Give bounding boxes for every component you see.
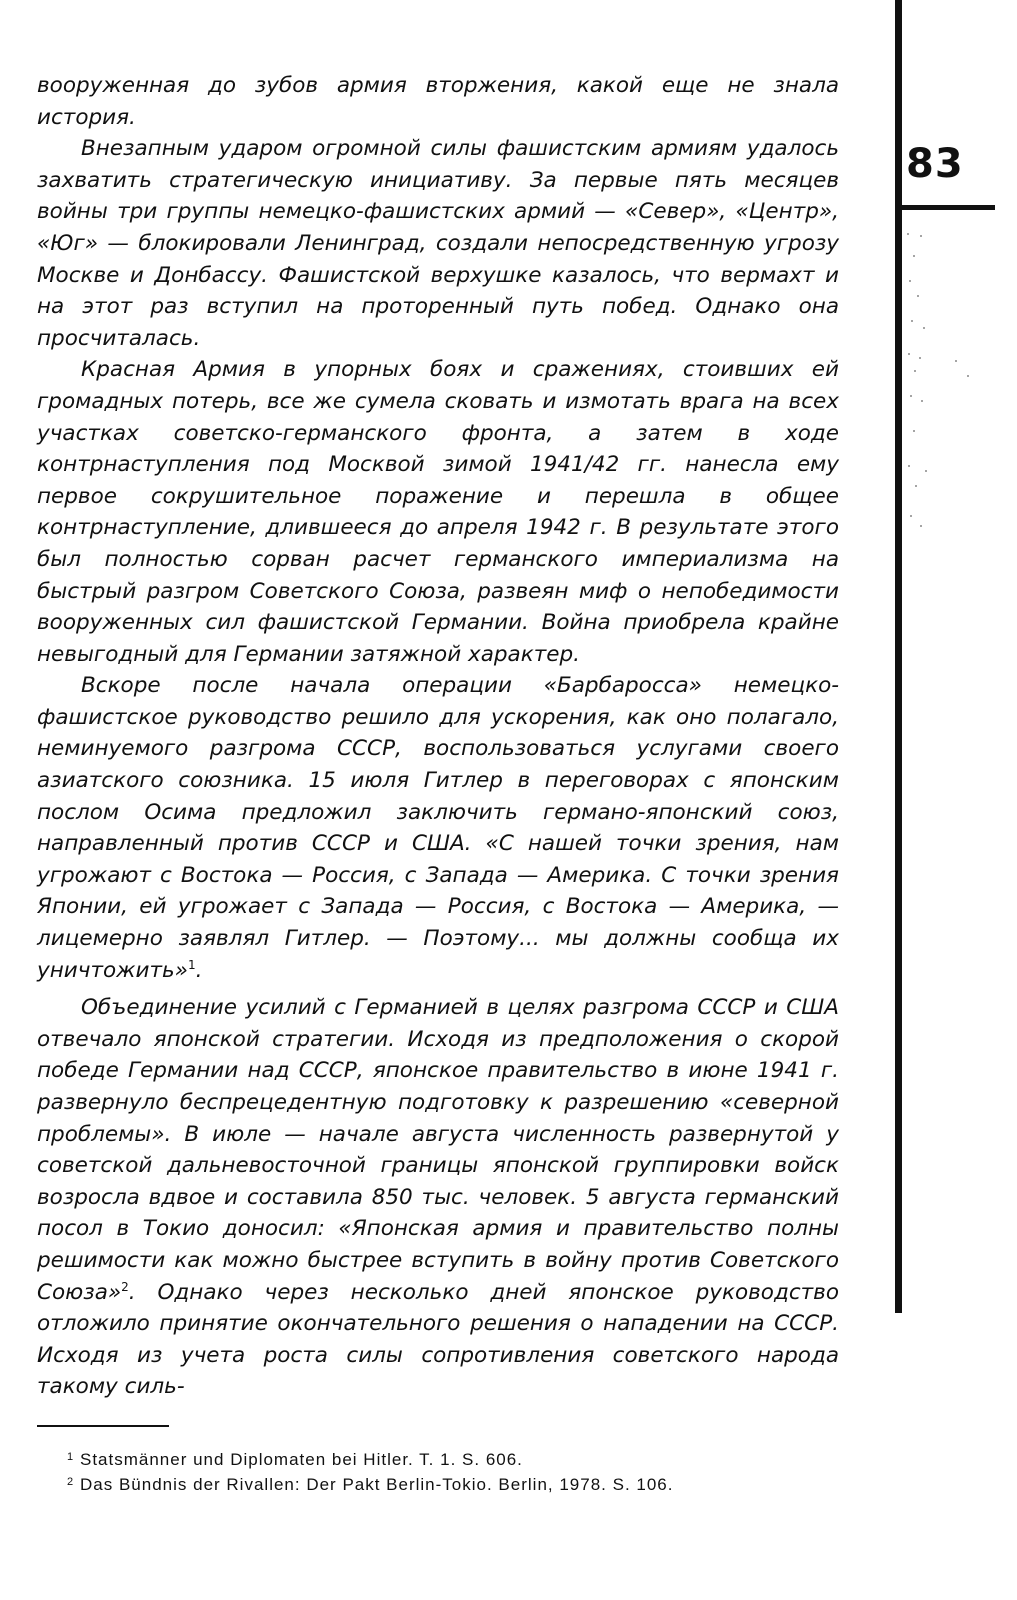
footnote-mark: 1 bbox=[67, 1451, 75, 1463]
footnote-text: Statsmänner und Diplomaten bei Hitler. T. 1. S. 606. bbox=[80, 1450, 523, 1469]
paragraph bbox=[37, 992, 839, 1403]
paragraph: Красная Армия в упорных боях и сражениях, стоивших ей громадных потерь, все же сумела сковать и измотать врага на всех участках советско-германского фронта, а затем в ходе контрнаступления под Москвой зимой 1941/42 гг. нанесла ему первое сокрушительное поражение и перешла в общее контрнаступление, длившееся до апреля 1942 г. В результате этого был полностью сорван расчет германского империализма на быстрый разгром Советского Союза, развеян миф о непобедимости вооруженных сил фашистской Германии. Война приобрела крайне невыгодный для Германии затяжной характер. bbox=[37, 357, 839, 667]
footnote bbox=[67, 1472, 840, 1497]
footnote-text: Das Bündnis der Rivallen: Der Pakt Berlin-Tokio. Berlin, 1978. S. 106. bbox=[80, 1475, 674, 1494]
footnote-mark: 2 bbox=[67, 1476, 75, 1488]
footnote-reference: 2 bbox=[121, 1279, 129, 1294]
paragraph: вооруженная до зубов армия вторжения, какой еще не знала история. bbox=[37, 73, 839, 130]
footnote-reference: 1 bbox=[187, 957, 196, 972]
paragraph-text-tail: . Однако через несколько дней японское руководство отложило принятие окончательного решения о нападении на СССР. Исходя из учета роста силы сопротивления советского народа такому силь- bbox=[37, 1279, 839, 1400]
margin-vertical-rule bbox=[895, 0, 902, 1313]
margin-print-specks bbox=[905, 225, 985, 555]
page-number: 83 bbox=[906, 141, 964, 187]
footnote bbox=[67, 1447, 840, 1472]
paragraph: Внезапным ударом огромной силы фашистским армиям удалось захватить стратегическую инициативу. За первые пять месяцев войны три группы немецко-фашистских армий — «Север», «Центр», «Юг» — блокировали Ленинград, создали непосредственную угрозу Москве и Донбассу. Фашистской верхушке казалось, что вермахт и на этот раз вступил на проторенный путь побед. Однако она просчиталась. bbox=[37, 136, 839, 351]
punctuation: . bbox=[195, 957, 203, 983]
footnotes bbox=[67, 1447, 840, 1497]
footnote-separator bbox=[37, 1425, 169, 1427]
paragraph-text: Вскоре после начала операции «Барбаросса» немецко-фашистское руководство решило для ускорения, как оно полагало, неминуемого разгрома СССР, воспользоваться услугами своего азиатского союзника. 15 июля Гитлер в переговорах с японским послом Осима предложил заключить германо-японский союз, направленный против СССР и США. «С нашей точки зрения, нам угрожают с Востока — Россия, с Запада — Америка. С точки зрения Японии, ей угрожает с Запада — Россия, с Востока — Америка, — лицемерно заявлял Гитлер. — Поэтому... мы должны сообща их уничтожить» bbox=[37, 673, 839, 983]
paragraph-text: Объединение усилий с Германией в целях разгрома СССР и США отвечало японской стратегии. Исходя из предположения о скорой победе Германии над СССР, японское правительство в июне 1941 г. развернуло беспрецедентную подготовку к разрешению «северной проблемы». В июле — начале августа численность развернутой у советской дальневосточной границы японской группировки войск возросла вдвое и составила 850 тыс. человек. 5 августа германский посол в Токио доносил: «Японская армия и правительство полны решимости как можно быстрее вступить в войну против Советского Союза» bbox=[37, 995, 839, 1305]
paragraph bbox=[37, 670, 839, 986]
page-number-underline bbox=[895, 205, 995, 210]
body-text bbox=[37, 70, 839, 1403]
